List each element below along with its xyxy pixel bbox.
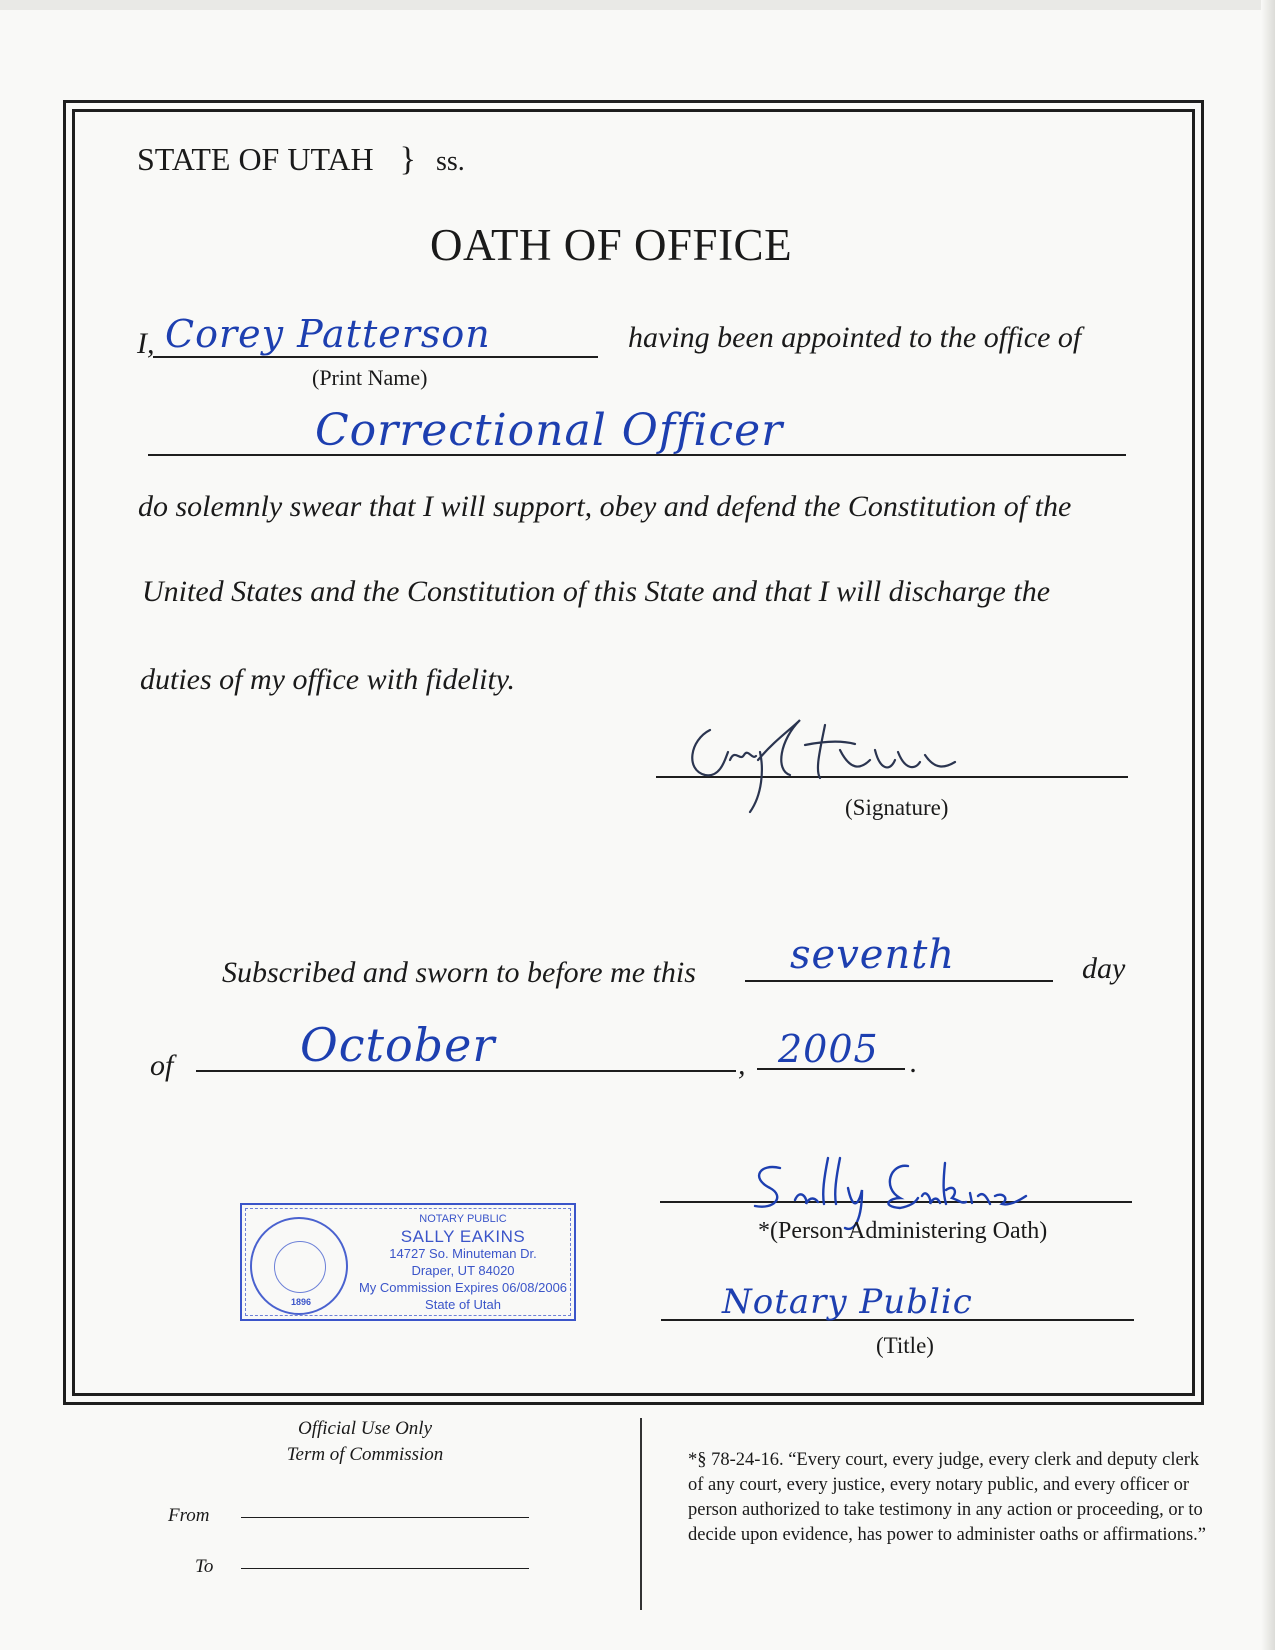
state-seal-icon bbox=[250, 1217, 348, 1315]
day-line bbox=[745, 980, 1053, 982]
statute-note: *§ 78-24-16. “Every court, every judge, every clerk and deputy clerk of any court, every justice, every notary public, and every officer or person authorized to take testimony in any action or proceeding, or to decide upon evidence, has power to administer oaths or affirmations.” bbox=[688, 1450, 1207, 1545]
print-name-value[interactable]: Corey Patterson bbox=[165, 312, 491, 356]
subscribed-text: Subscribed and sworn to before me this bbox=[222, 956, 696, 989]
seal-year: 1896 bbox=[290, 1297, 312, 1307]
to-field[interactable] bbox=[241, 1568, 529, 1569]
year-value[interactable]: 2005 bbox=[778, 1027, 879, 1071]
year-period: . bbox=[910, 1046, 918, 1079]
print-name-label: (Print Name) bbox=[312, 365, 428, 390]
bottom-divider bbox=[640, 1418, 642, 1610]
administrator-label: *(Person Administering Oath) bbox=[758, 1218, 1048, 1244]
official-use-line-2: Term of Commission bbox=[286, 1444, 444, 1465]
office-value[interactable]: Correctional Officer bbox=[315, 405, 784, 456]
stamp-notary-name: SALLY EAKINS bbox=[400, 1227, 526, 1246]
month-comma: , bbox=[738, 1048, 746, 1081]
appointed-text: having been appointed to the office of bbox=[628, 321, 1082, 354]
from-field[interactable] bbox=[241, 1517, 529, 1518]
stamp-commission: My Commission Expires 06/08/2006 bbox=[358, 1280, 568, 1295]
oath-line-3: duties of my office with fidelity. bbox=[140, 663, 515, 696]
signature-label: (Signature) bbox=[845, 795, 949, 820]
brace: } bbox=[399, 141, 416, 178]
official-use-line-1: Official Use Only bbox=[297, 1418, 433, 1439]
stamp-state: State of Utah bbox=[425, 1297, 501, 1312]
document-title: OATH OF OFFICE bbox=[430, 220, 793, 270]
month-value[interactable]: October bbox=[300, 1018, 496, 1072]
day-value[interactable]: seventh bbox=[790, 932, 956, 978]
to-label: To bbox=[195, 1556, 214, 1577]
stamp-address-1: 14727 So. Minuteman Dr. bbox=[389, 1246, 537, 1261]
oath-line-1: do solemnly swear that I will support, obey and defend the Constitution of the bbox=[138, 490, 1072, 523]
pronoun-i: I, bbox=[137, 327, 155, 360]
state-header bbox=[137, 141, 465, 179]
day-word: day bbox=[1082, 952, 1126, 985]
title-value[interactable]: Notary Public bbox=[722, 1282, 973, 1322]
page-right-edge bbox=[1261, 0, 1275, 1650]
stamp-text bbox=[354, 1211, 572, 1313]
print-name-line bbox=[153, 356, 598, 358]
stamp-heading: NOTARY PUBLIC bbox=[419, 1213, 507, 1225]
page-top-edge bbox=[0, 0, 1275, 10]
notary-stamp bbox=[240, 1203, 576, 1321]
ss-abbrev: ss. bbox=[435, 146, 465, 177]
of-word: of bbox=[150, 1049, 174, 1082]
title-label: (Title) bbox=[876, 1333, 934, 1358]
from-label: From bbox=[168, 1505, 210, 1526]
stamp-address-2: Draper, UT 84020 bbox=[411, 1263, 515, 1278]
official-use-heading bbox=[279, 1416, 451, 1468]
state-name: STATE OF UTAH bbox=[137, 141, 374, 177]
oath-line-2: United States and the Constitution of this State and that I will discharge the bbox=[142, 575, 1051, 608]
